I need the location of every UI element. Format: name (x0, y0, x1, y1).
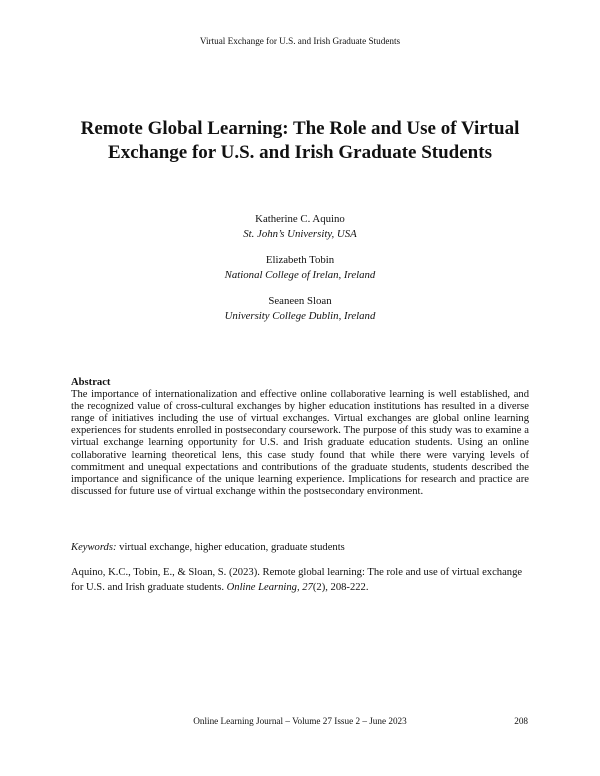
abstract-section (71, 377, 529, 498)
author-name: Elizabeth Tobin (265, 254, 335, 266)
citation-suffix: (2), 208-222. (312, 581, 369, 593)
keywords-line (71, 541, 529, 554)
keywords-label: Keywords: (71, 542, 117, 553)
author-block (0, 253, 600, 283)
abstract-heading: Abstract (71, 377, 111, 388)
paper-title (40, 117, 560, 165)
author-affiliation: University College Dublin, Ireland (224, 310, 376, 322)
keywords-text: virtual exchange, higher education, graduate students (116, 542, 345, 553)
citation-journal: Online Learning, 27 (226, 581, 313, 593)
author-block (0, 294, 600, 324)
title-line-1: Remote Global Learning: The Role and Use of Virtual (80, 118, 520, 139)
page-number: 208 (514, 716, 528, 726)
abstract-body: The importance of internationalization and effective online collaborative learning is well established, and the recognized value of cross-cultural exchanges by higher education institutions has resulted in a diverse range of initiatives including the use of virtual exchanges. Virtual exchanges are global online learning experiences for students enrolled in postsecondary coursework. The purpose of this study was to examine a virtual exchange learning opportunity for U.S. and Irish graduate education students. Using an online collaborative learning theoretical lens, this case study found that while there were varying levels of commitment and unequal expectations and contributions of the graduate students, students described the importance and significance of the unique learning experience. Implications for research and practice are discussed for future use of virtual exchange within the postsecondary environment. (71, 389, 529, 497)
citation-prefix: Aquino, K.C., Tobin, E., & Sloan, S. (2023). Remote global learning: The role and use of virtual exchange for U.S. and Irish graduate students. (71, 567, 523, 593)
author-list (0, 212, 600, 335)
title-line-2: Exchange for U.S. and Irish Graduate Students (108, 142, 492, 163)
running-head: Virtual Exchange for U.S. and Irish Graduate Students (199, 36, 401, 46)
author-affiliation: St. John’s University, USA (243, 228, 357, 240)
author-block (0, 212, 600, 242)
author-name: Seaneen Sloan (268, 295, 332, 307)
citation (71, 566, 529, 595)
author-name: Katherine C. Aquino (255, 213, 345, 225)
author-affiliation: National College of Irelan, Ireland (224, 269, 376, 281)
footer-journal: Online Learning Journal – Volume 27 Issue 2 – June 2023 (193, 716, 407, 726)
